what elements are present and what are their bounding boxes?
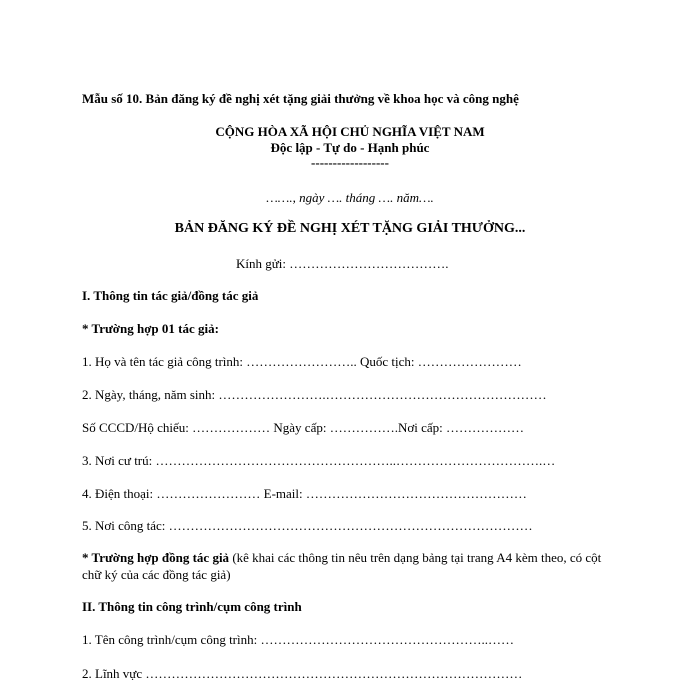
field-workplace: 5. Nơi công tác: ………………………………………………………………………… (82, 518, 533, 533)
field-phone-email: 4. Điện thoại: …………………… E-mail: …………………………………………… (82, 486, 527, 501)
case-co-authors-note (82, 549, 622, 583)
section-2-title: II. Thông tin công trình/cụm công trình (82, 599, 302, 614)
field-author-name-nationality: 1. Họ và tên tác giả công trình: …………………….. Quốc tịch: …………………… (82, 354, 522, 369)
field-residence: 3. Nơi cư trú: ………………………………………………..…………………………….… (82, 453, 556, 468)
case-single-author-title: * Trường hợp 01 tác giả: (82, 321, 219, 336)
form-template-title: Mẫu số 10. Bản đăng ký đề nghị xét tặng giải thưởng về khoa học và công nghệ (82, 91, 519, 106)
field-domain: 2. Lĩnh vực …………………………………………………………………………… (82, 666, 523, 681)
section-1-title: I. Thông tin tác giả/đồng tác giả (82, 288, 259, 303)
recipient-line: Kính gửi: ………………………………. (236, 256, 449, 271)
case-co-authors-instruction: (kê khai các thông tin nêu trên dạng bảng tại trang A4 kèm theo, có cột chữ ký của các đồng tác giả) (82, 550, 602, 582)
field-work-name: 1. Tên công trình/cụm công trình: ……………………………………………..…… (82, 632, 514, 647)
national-motto: Độc lập - Tự do - Hạnh phúc (270, 140, 430, 155)
country-name: CỘNG HÒA XÃ HỘI CHỦ NGHĨA VIỆT NAM (215, 124, 485, 139)
field-date-of-birth: 2. Ngày, tháng, năm sinh: …………………….…………………………………………… (82, 387, 547, 402)
document-title: BẢN ĐĂNG KÝ ĐỀ NGHỊ XÉT TẶNG GIẢI THƯỞNG... (174, 221, 526, 236)
motto-divider: ------------------ (311, 155, 389, 170)
case-co-authors-title: * Trường hợp đồng tác giả (82, 550, 230, 565)
date-line: ……., ngày …. tháng …. năm…. (266, 190, 434, 205)
field-id-number: Số CCCD/Hộ chiếu: ……………… Ngày cấp: …………….Nơi cấp: ……………… (82, 420, 524, 435)
